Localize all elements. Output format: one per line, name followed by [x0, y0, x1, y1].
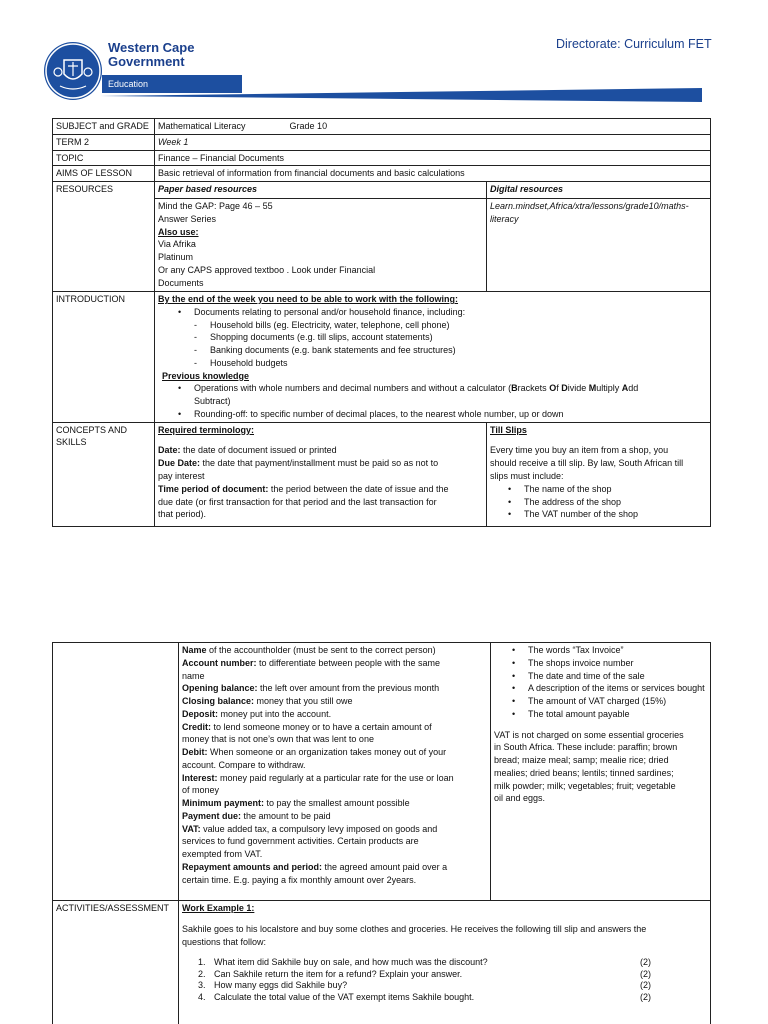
- page-header: [0, 0, 768, 112]
- lesson-plan-table-continued: [52, 642, 711, 1024]
- list-item: 3. How many eggs did Sakhile buy? (2): [198, 980, 651, 991]
- lesson-plan-table: [52, 118, 711, 527]
- paper-resources-header: Paper based resources: [155, 182, 487, 199]
- digital-resources-header: Digital resources: [487, 182, 711, 199]
- grade-value: Grade 10: [289, 121, 328, 131]
- subject-value: Mathematical Literacy: [158, 121, 246, 131]
- concepts-label-cont: [53, 643, 179, 901]
- till-slips-content-cont: • The words “Tax Invoice” • The shops invoice number • The date and time of the sale • A description of the items or services bought • The amount of VAT charged (15%) • The total amount payable VAT is not charged on some essential groceries in South Africa. These include: paraffin; brown bread; maize meal; samp; mealie rice; dried mealies; dried beans; lentils; tinned sardines; milk powder; milk; vegetables; fruit; vegetable oil and eggs.: [491, 643, 711, 901]
- introduction-content: By the end of the week you need to be able to work with the following: • Documents relating to personal and/or household finance, including: - Household bills (eg. Electricity, water, telephone, cell phone) - Shopping documents (e.g. till slips, account statements) - Banking documents (e.g. bank statements and fee structures) - Household budgets Previous knowledge • Operations with whole numbers and decimal numbers and without a calculator (Brackets Of Divide Multiply Add Subtract) • Rounding-off: to specific number of decimal places, to the nearest whole number, up or down: [155, 292, 711, 423]
- topic-label: TOPIC: [53, 150, 155, 166]
- question-list: [182, 956, 707, 1002]
- terminology-content-cont: Name of the accountholder (must be sent to the correct person) Account number: to differentiate between people with the same name Opening balance: the left over amount from the previous month Closing balance: money that you still owe Deposit: money put into the account. Credit: to lend someone money or to have a certain amount of money that is not one’s own that was lent to one Debit: When someone or an organization takes money out of your account. Compare to withdraw. Interest: money paid regularly at a particular rate for the use or loan of money Minimum payment: to pay the smallest amount possible Payment due: the amount to be paid VAT: value added tax, a compulsory levy imposed on goods and services to fund government activities. Certain products are exempted from VAT. Repayment amounts and period: the agreed amount paid over a certain time. E.g. paying a fix monthly amount over 2years.: [179, 643, 491, 901]
- aims-value: Basic retrieval of information from financial documents and basic calculations: [155, 166, 711, 182]
- week-value: Week 1: [155, 134, 711, 150]
- table-row: [53, 292, 711, 423]
- resources-label: RESOURCES: [53, 182, 155, 292]
- introduction-label: INTRODUCTION: [53, 292, 155, 423]
- subject-label: SUBJECT and GRADE: [53, 119, 155, 135]
- list-item: 1. What item did Sakhile buy on sale, and how much was the discount? (2): [198, 957, 651, 968]
- terminology-content: Required terminology: Date: the date of document issued or printed Due Date: the date that payment/installment must be paid so as not to pay interest Time period of document: the period between the date of issue and the due date (or first transaction for that period and the last transaction for that period).: [155, 422, 487, 526]
- table-row: [53, 166, 711, 182]
- aims-label: AIMS OF LESSON: [53, 166, 155, 182]
- list-item: 4. Calculate the total value of the VAT exempt items Sakhile bought. (2): [198, 991, 651, 1002]
- digital-resource-link[interactable]: Learn.mindset,Africa/xtra/lessons/grade10/maths-literacy: [487, 199, 711, 292]
- concepts-label: CONCEPTS AND SKILLS: [53, 422, 155, 526]
- table-row: [53, 150, 711, 166]
- paper-resources-list: Mind the GAP: Page 46 – 55 Answer Series Also use: Via Afrika Platinum Or any CAPS approved textboo . Look under Financial Documents: [155, 199, 487, 292]
- table-row: [53, 643, 711, 901]
- topic-value: Finance – Financial Documents: [155, 150, 711, 166]
- table-row: [53, 119, 711, 135]
- activities-content: Work Example 1: Sakhile goes to his localstore and buy some clothes and groceries. He receives the following till slip and answers the questions that follow: 1. What item did Sakhile buy on sale, and how much was the discount? (2) 2. Can Sakhile return the item for a refund? Explain your answer. (2) 3. How many eggs did Sakhile buy? (2) 4. Calculate the total value of the VAT exempt items Sakhile bought. (2): [179, 901, 711, 1024]
- till-slips-content: Till Slips Every time you buy an item from a shop, you should receive a till slip. By law, South African till slips must include: • The name of the shop • The address of the shop • The VAT number of the shop: [487, 422, 711, 526]
- org-name-line1: Western Cape: [108, 40, 195, 55]
- table-row: [53, 422, 711, 526]
- directorate-title: Directorate: Curriculum FET: [556, 37, 712, 51]
- coat-of-arms-icon: [44, 42, 102, 100]
- activities-label: ACTIVITIES/ASSESSMENT: [53, 901, 179, 1024]
- header-swoosh: [100, 82, 702, 106]
- table-row: [53, 134, 711, 150]
- term-label: TERM 2: [53, 134, 155, 150]
- subject-cell: [155, 119, 711, 135]
- org-dept: Education: [108, 79, 149, 89]
- org-name-line2: Government: [108, 54, 185, 69]
- table-row: [53, 182, 711, 199]
- table-row: [53, 901, 711, 1024]
- list-item: 2. Can Sakhile return the item for a refund? Explain your answer. (2): [198, 968, 651, 979]
- prev-knowledge-item: • Operations with whole numbers and decimal numbers and without a calculator (Brackets Of Divide Multiply Add Subtract): [158, 382, 707, 408]
